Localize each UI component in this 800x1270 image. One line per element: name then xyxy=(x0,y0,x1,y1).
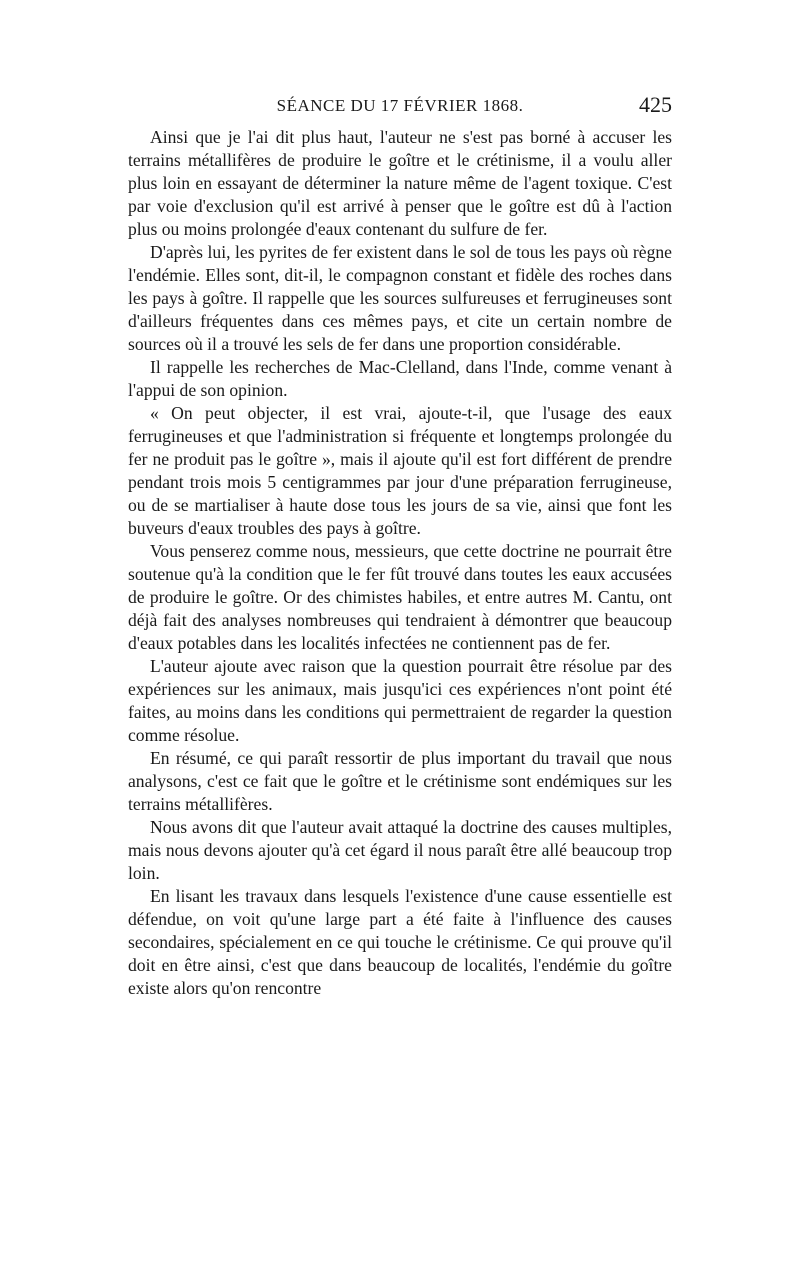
page-header xyxy=(128,92,672,122)
paragraph: Vous penserez comme nous, messieurs, que cette doctrine ne pourrait être soutenue qu'à la condition que le fer fût trouvé dans toutes les eaux accusées de produire le goître. Or des chimistes habiles, et entre autres M. Cantu, ont déjà fait des analyses nombreuses qui tendraient à démontrer que beaucoup d'eaux potables dans les localités infectées ne contiennent pas de fer. xyxy=(128,541,672,653)
paragraph: Nous avons dit que l'auteur avait attaqué la doctrine des causes multiples, mais nous devons ajouter qu'à cet égard il nous paraît être allé beaucoup trop loin. xyxy=(128,817,672,883)
book-page xyxy=(128,92,672,1000)
running-title: SÉANCE DU 17 FÉVRIER 1868. xyxy=(276,96,524,115)
paragraph: « On peut objecter, il est vrai, ajoute-t-il, que l'usage des eaux ferrugineuses et que l'administration si fréquente et longtemps prolongée du fer ne produit pas le goître », mais il ajoute qu'il est fort différent de prendre pendant trois mois 5 centigrammes par jour d'une préparation ferrugineuse, ou de se martialiser à haute dose tous les jours de sa vie, ainsi que font les buveurs d'eaux troubles des pays à goître. xyxy=(128,403,672,538)
paragraph: Ainsi que je l'ai dit plus haut, l'auteur ne s'est pas borné à accuser les terrains métallifères de produire le goître et le crétinisme, il a voulu aller plus loin en essayant de déterminer la nature même de l'agent toxique. C'est par voie d'exclusion qu'il est arrivé à penser que le goître est dû à l'action plus ou moins prolongée d'eaux contenant du sulfure de fer. xyxy=(128,127,672,239)
paragraph: L'auteur ajoute avec raison que la question pourrait être résolue par des expériences sur les animaux, mais jusqu'ici ces expériences n'ont point été faites, au moins dans les conditions qui permettraient de regarder la question comme résolue. xyxy=(128,656,672,745)
page-number: 425 xyxy=(639,92,672,117)
paragraph: Il rappelle les recherches de Mac-Clelland, dans l'Inde, comme venant à l'appui de son opinion. xyxy=(128,357,672,400)
body-text xyxy=(128,126,672,1000)
paragraph: En résumé, ce qui paraît ressortir de plus important du travail que nous analysons, c'est ce fait que le goître et le crétinisme sont endémiques sur les terrains métallifères. xyxy=(128,748,672,814)
paragraph: D'après lui, les pyrites de fer existent dans le sol de tous les pays où règne l'endémie. Elles sont, dit-il, le compagnon constant et fidèle des roches dans les pays à goître. Il rappelle que les sources sulfureuses et ferrugineuses sont d'ailleurs fréquentes dans ces mêmes pays, et cite un certain nombre de sources où il a trouvé les sels de fer dans une proportion considérable. xyxy=(128,242,672,354)
paragraph: En lisant les travaux dans lesquels l'existence d'une cause essentielle est défendue, on voit qu'une large part a été faite à l'influence des causes secondaires, spécialement en ce qui touche le crétinisme. Ce qui prouve qu'il doit en être ainsi, c'est que dans beaucoup de localités, l'endémie du goître existe alors qu'on rencontre xyxy=(128,886,672,998)
